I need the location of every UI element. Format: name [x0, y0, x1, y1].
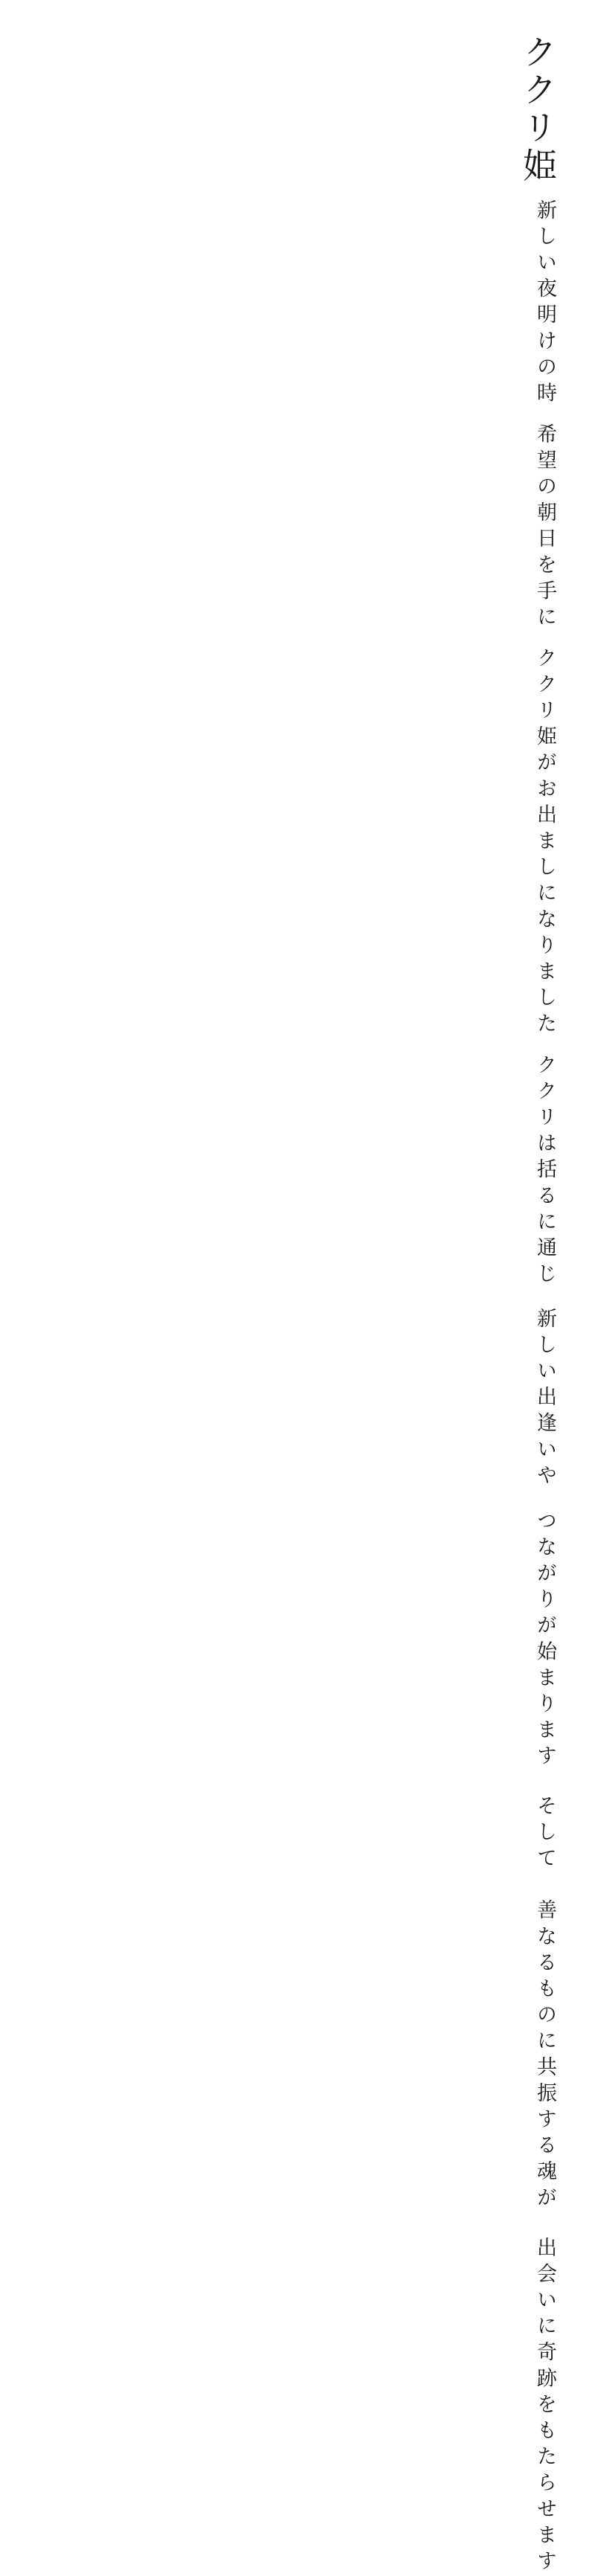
vertical-text-block [506, 33, 558, 2576]
poem-line-2: 希望の朝日を手に [533, 423, 556, 633]
poem-line-7: そして 善なるものに共振する魂が [533, 1795, 556, 2213]
poem-line-5: 新しい出逢いや [533, 1308, 556, 1491]
page-title: ククリ姫 [518, 34, 558, 185]
poem-line-3: ククリ姫がお出ましになりました [533, 647, 556, 1039]
poem-line-1: 新しい夜明けの時 [533, 199, 556, 409]
poem-line-6: つながりが始まります [533, 1510, 556, 1772]
poem-line-4: ククリは括るに通じ [533, 1053, 556, 1289]
poem-line-8: 出会いに奇跡をもたらせます [533, 2236, 556, 2576]
